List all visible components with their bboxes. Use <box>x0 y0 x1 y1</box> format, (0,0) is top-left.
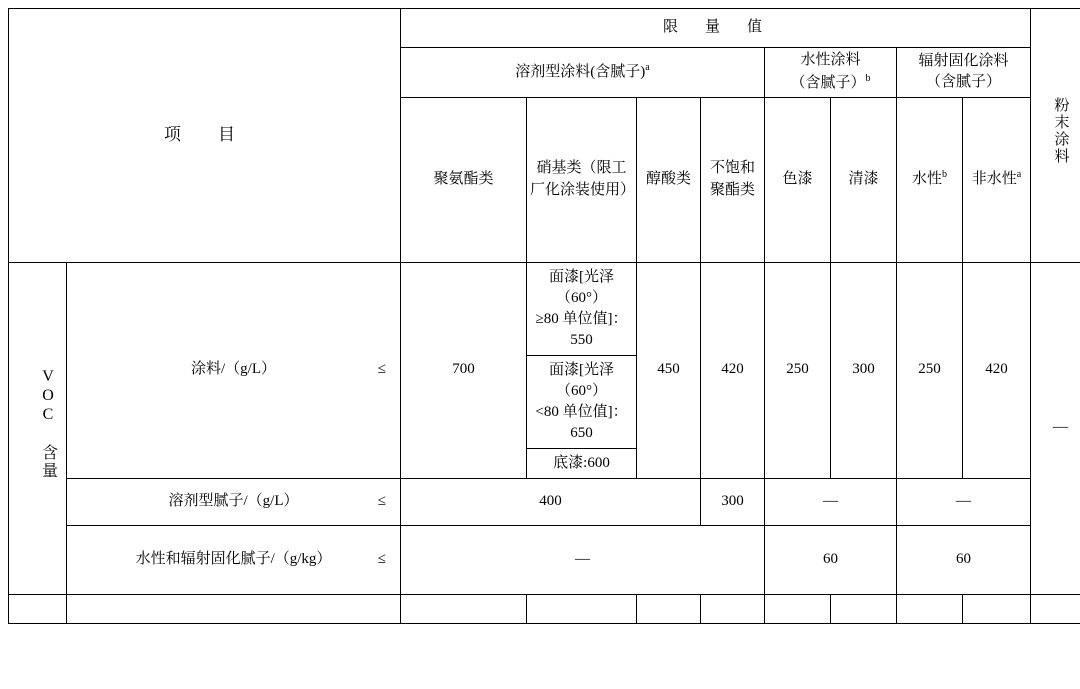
header-sub-color-paint: 色漆 <box>765 97 831 262</box>
cell-partial-1 <box>9 594 67 623</box>
cell-partial-10 <box>963 594 1031 623</box>
header-powder-coating <box>1031 9 1080 263</box>
row-label-solvent-putty <box>67 478 401 525</box>
table-row-partial <box>9 594 1080 623</box>
cell-partial-4 <box>527 594 637 623</box>
cell-uv-solvent-putty: — <box>897 478 1031 525</box>
row-label-waterborne-uv-putty-text: 水性和辐射固化腻子/（g/kg） <box>136 551 332 567</box>
header-group-solvent-sup: a <box>645 62 649 73</box>
header-sub-nonwaterborne: 非水性$^a$ <box>963 97 1031 262</box>
row-label-coating <box>67 262 401 478</box>
nitro-value-item: 面漆[光泽 （60°） ≥80 单位值]： 550 <box>527 263 636 356</box>
nitro-value-item: 面漆[光泽 （60°） <80 单位值]： 650 <box>527 356 636 449</box>
cell-alkyd-coating: 450 <box>637 262 701 478</box>
header-sub-waterborne-sup: b <box>942 169 947 180</box>
cell-partial-6 <box>701 594 765 623</box>
cell-polyurethane-coating: 700 <box>401 262 527 478</box>
cell-unsaturated-coating: 420 <box>701 262 765 478</box>
header-sub-polyurethane: 聚氨酯类 <box>401 97 527 262</box>
header-group-uv-line1: 辐射固化涂料 <box>900 51 1027 73</box>
cell-clear-paint-coating: 300 <box>831 262 897 478</box>
cell-nitro-coating <box>527 262 637 478</box>
header-sub-clear-paint: 清漆 <box>831 97 897 262</box>
header-group-waterborne-line2: （含腻子）$^b$ <box>768 72 893 95</box>
header-group-uv <box>897 48 1031 98</box>
spec-table <box>8 8 1080 624</box>
cell-solvent-putty-merged: 400 <box>401 478 701 525</box>
header-sub-waterborne: 水性$^b$ <box>897 97 963 262</box>
header-group-waterborne-line1: 水性涂料 <box>768 50 893 72</box>
row-group-voc-content-label: VOC 含量 <box>16 368 60 480</box>
table-row <box>9 525 1080 594</box>
row-label-coating-text: 涂料/（g/L） <box>191 361 276 377</box>
cell-partial-2 <box>67 594 401 623</box>
cell-partial-9 <box>897 594 963 623</box>
cell-nonwaterborne-coating: 420 <box>963 262 1031 478</box>
cell-waterborne-uv-putty-uv: 60 <box>897 525 1031 594</box>
table-header-row-1 <box>9 9 1080 48</box>
cell-powder-coating: — <box>1031 262 1080 594</box>
header-group-uv-line2: （含腻子） <box>900 72 1027 94</box>
nitro-value-item: 底漆:600 <box>527 449 636 478</box>
cell-partial-3 <box>401 594 527 623</box>
nitro-value-stack <box>527 263 636 478</box>
header-sub-nitro: 硝基类（限工厂化涂装使用） <box>527 97 637 262</box>
table-row <box>9 262 1080 478</box>
cell-partial-7 <box>765 594 831 623</box>
cell-waterborne-uv-putty-water: 60 <box>765 525 897 594</box>
header-powder-coating-label: 粉末涂料 <box>1052 97 1070 165</box>
cell-unsaturated-solvent-putty: 300 <box>701 478 765 525</box>
row-symbol-coating: ≤ <box>378 359 386 381</box>
cell-waterborne-coating: 250 <box>897 262 963 478</box>
header-group-solvent <box>401 48 765 98</box>
header-sub-unsaturated-polyester: 不饱和聚酯类 <box>701 97 765 262</box>
header-group-waterborne <box>765 48 897 98</box>
document-page <box>0 8 1080 689</box>
table-row <box>9 478 1080 525</box>
cell-color-paint-coating: 250 <box>765 262 831 478</box>
row-group-voc-content <box>9 262 67 594</box>
row-label-solvent-putty-text: 溶剂型腻子/（g/L） <box>169 493 299 509</box>
header-group-waterborne-sup: b <box>866 73 871 84</box>
row-symbol-waterborne-uv-putty: ≤ <box>378 549 386 571</box>
header-item-cell <box>9 9 401 263</box>
header-sub-alkyd: 醇酸类 <box>637 97 701 262</box>
row-label-waterborne-uv-putty <box>67 525 401 594</box>
header-sub-nonwaterborne-sup: a <box>1017 169 1021 180</box>
cell-partial-5 <box>637 594 701 623</box>
cell-solvent-waterborne-uv-putty: — <box>401 525 765 594</box>
cell-waterborne-solvent-putty: — <box>765 478 897 525</box>
cell-partial-11 <box>1031 594 1080 623</box>
header-item-label: 项 目 <box>164 125 245 144</box>
header-group-solvent-label: 溶剂型涂料(含腻子) <box>515 64 645 80</box>
header-limit-value: 限 量 值 <box>401 9 1031 48</box>
cell-partial-8 <box>831 594 897 623</box>
row-symbol-solvent-putty: ≤ <box>378 491 386 513</box>
